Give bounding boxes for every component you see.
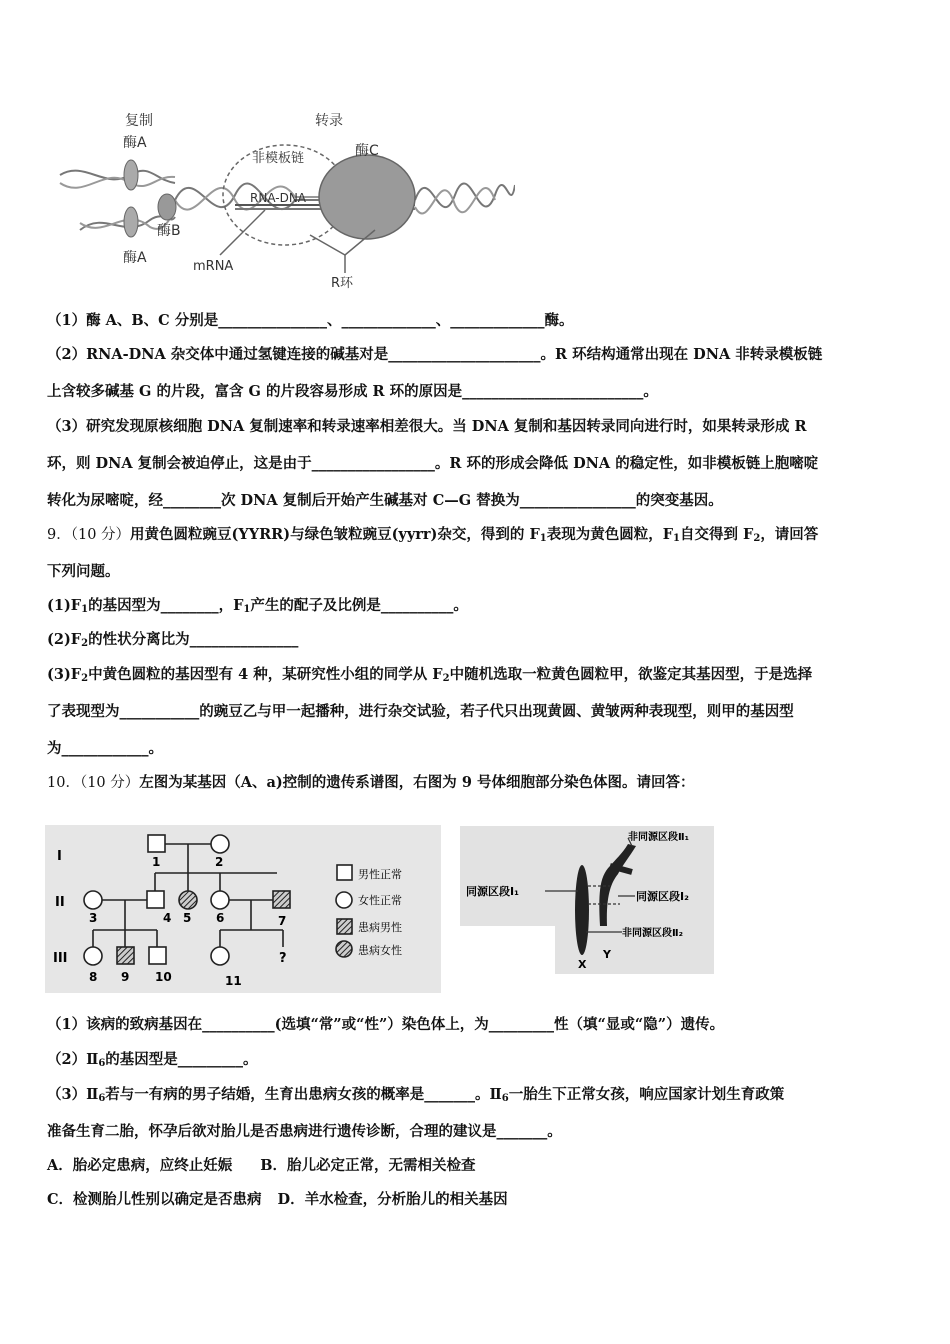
q10-part2: $(2)Ⅱ_6$的基因型是_________。 bbox=[47, 1051, 258, 1069]
label-enzyme-b: 酶B bbox=[157, 223, 181, 239]
q9-part3-line2: 了表现型为___________的豌豆乙与甲一起播种，进行杂交试验，若子代只出现黄圆、黄皱两种表现型，则甲的基因型 bbox=[47, 703, 794, 720]
option-d: D．羊水检查，分析胎儿的相关基因 bbox=[277, 1191, 508, 1208]
q10-part1: （1）该病的致病基因在__________(选填“常”或“性”）染色体上，为_________性（填“显或“隐”）遗传。 bbox=[47, 1016, 725, 1033]
id-4: 4 bbox=[163, 911, 172, 925]
q8-part3-line2: 环，则 DNA 复制会被迫停止，这是由于_________________。R 环的形成会降低 DNA 的稳定性，如非模板链上胞嘧啶 bbox=[47, 455, 819, 472]
id-1: 1 bbox=[152, 855, 161, 869]
id-7: 7 bbox=[278, 914, 287, 928]
label-rloop: R环 bbox=[331, 276, 354, 291]
legend-male-affected: 患病男性 bbox=[358, 921, 402, 934]
q10-part3-line1: $(3)Ⅱ_6$若与一有病的男子结婚，生育出患病女孩的概率是_______。$Ⅱ_6$一胎生下正常女孩，响应国家计划生育政策 bbox=[47, 1086, 785, 1104]
replication-transcription-diagram bbox=[55, 105, 515, 295]
gen-ii-label: II bbox=[55, 895, 65, 910]
x-chromosome-shape bbox=[575, 865, 589, 955]
id-8: 8 bbox=[89, 970, 98, 984]
q8-part1: （1）酶 A、B、C 分别是_______________、_____________、_____________酶。 bbox=[47, 312, 574, 329]
legend-female-affected: 患病女性 bbox=[358, 944, 402, 957]
label-enzyme-a-bottom: 酶A bbox=[123, 250, 147, 266]
q9-part3-line3: 为____________。 bbox=[47, 740, 163, 757]
label-nonhomo-1: 非同源区段Ⅱ₁ bbox=[628, 832, 689, 843]
id-11: 11 bbox=[225, 974, 242, 988]
label-y: Y bbox=[603, 948, 611, 961]
label-mrna: mRNA bbox=[193, 259, 234, 274]
label-enzyme-a-top: 酶A bbox=[123, 135, 147, 151]
id-2: 2 bbox=[215, 855, 224, 869]
option-c: C．检测胎儿性别以确定是否患病 bbox=[47, 1191, 262, 1208]
q8-part2-line1: （2）RNA-DNA 杂交体中通过氢键连接的碱基对是_____________________。R 环结构通常出现在 DNA 非转录模板链 bbox=[47, 346, 823, 363]
label-homo-1: 同源区段Ⅰ₁ bbox=[466, 885, 519, 898]
id-unknown: ? bbox=[279, 951, 287, 966]
label-copy: 复制 bbox=[125, 113, 153, 129]
label-enzyme-c: 酶C bbox=[355, 143, 379, 159]
label-nontemplate: 非模板链 bbox=[252, 151, 305, 166]
q9-part2: $(2)F_2$的性状分离比为_______________ bbox=[47, 631, 299, 649]
enzyme-a-top-shape bbox=[124, 160, 138, 190]
label-x: X bbox=[578, 958, 587, 971]
q8-part2-line2: 上含较多碱基 G 的片段，富含 G 的片段容易形成 R 环的原因是_________________________。 bbox=[47, 383, 658, 400]
enzyme-b-shape bbox=[158, 194, 176, 220]
id-10: 10 bbox=[155, 970, 172, 984]
q9-part3-line1: $(3)F_2$中黄色圆粒的基因型有 4 种，某研究性小组的同学从 $F_2$中随机选取一粒黄色圆粒甲，欲鉴定其基因型，于是选择 bbox=[47, 666, 813, 684]
id-3: 3 bbox=[89, 911, 98, 925]
q9-intro-line2: 下列问题。 bbox=[47, 563, 120, 580]
id-6: 6 bbox=[216, 911, 225, 925]
label-hybrid: RNA-DNA bbox=[250, 191, 307, 205]
enzyme-a-bottom-shape bbox=[124, 207, 138, 237]
q10-number: 10．（10 分） bbox=[47, 775, 140, 791]
chromosome-diagram bbox=[460, 826, 714, 974]
q9-intro-line1: 9．（10 分）用黄色圆粒豌豆(YYRR)与绿色皱粒豌豆(yyrr)杂交，得到的 $F_1$表现为黄色圆粒，$F_1$自交得到 $F_2$，请回答 bbox=[47, 526, 819, 544]
pedigree-chart bbox=[45, 825, 441, 993]
q10-options-row1 bbox=[47, 1156, 476, 1176]
q10-part3-line2: 准备生育二胎，怀孕后欲对胎儿是否患病进行遗传诊断，合理的建议是_______。 bbox=[47, 1123, 562, 1140]
legend-female-normal: 女性正常 bbox=[358, 894, 402, 907]
q8-part3-line1: （3）研究发现原核细胞 DNA 复制速率和转录速率相差很大。当 DNA 复制和基因转录同向进行时，如果转录形成 R bbox=[47, 418, 807, 435]
id-9: 9 bbox=[121, 970, 130, 984]
q9-part1: $(1)F_1$的基因型为________，$F_1$产生的配子及比例是__________。 bbox=[47, 597, 468, 615]
q8-part3-line3: 转化为尿嘧啶，经________次 DNA 复制后开始产生碱基对 C—G 替换为________________的突变基因。 bbox=[47, 492, 723, 509]
q10-options-row2 bbox=[47, 1190, 508, 1210]
label-nonhomo-2: 非同源区段Ⅱ₂ bbox=[622, 928, 683, 939]
q9-number: 9．（10 分） bbox=[47, 527, 131, 543]
label-transcribe: 转录 bbox=[315, 113, 343, 129]
gen-i-label: I bbox=[57, 849, 62, 864]
q10-intro: 10．（10 分）左图为某基因（A、a)控制的遗传系谱图，右图为 9 号体细胞部分染色体图。请回答： bbox=[47, 774, 695, 791]
label-homo-2: 同源区段Ⅰ₂ bbox=[636, 890, 689, 903]
enzyme-c-shape bbox=[319, 155, 415, 239]
legend-male-normal: 男性正常 bbox=[358, 868, 402, 881]
gen-iii-label: III bbox=[53, 951, 68, 966]
id-5: 5 bbox=[183, 911, 192, 925]
option-b: B．胎儿必定正常，无需相关检查 bbox=[260, 1157, 476, 1174]
option-a: A．胎必定患病，应终止妊娠 bbox=[47, 1157, 233, 1174]
